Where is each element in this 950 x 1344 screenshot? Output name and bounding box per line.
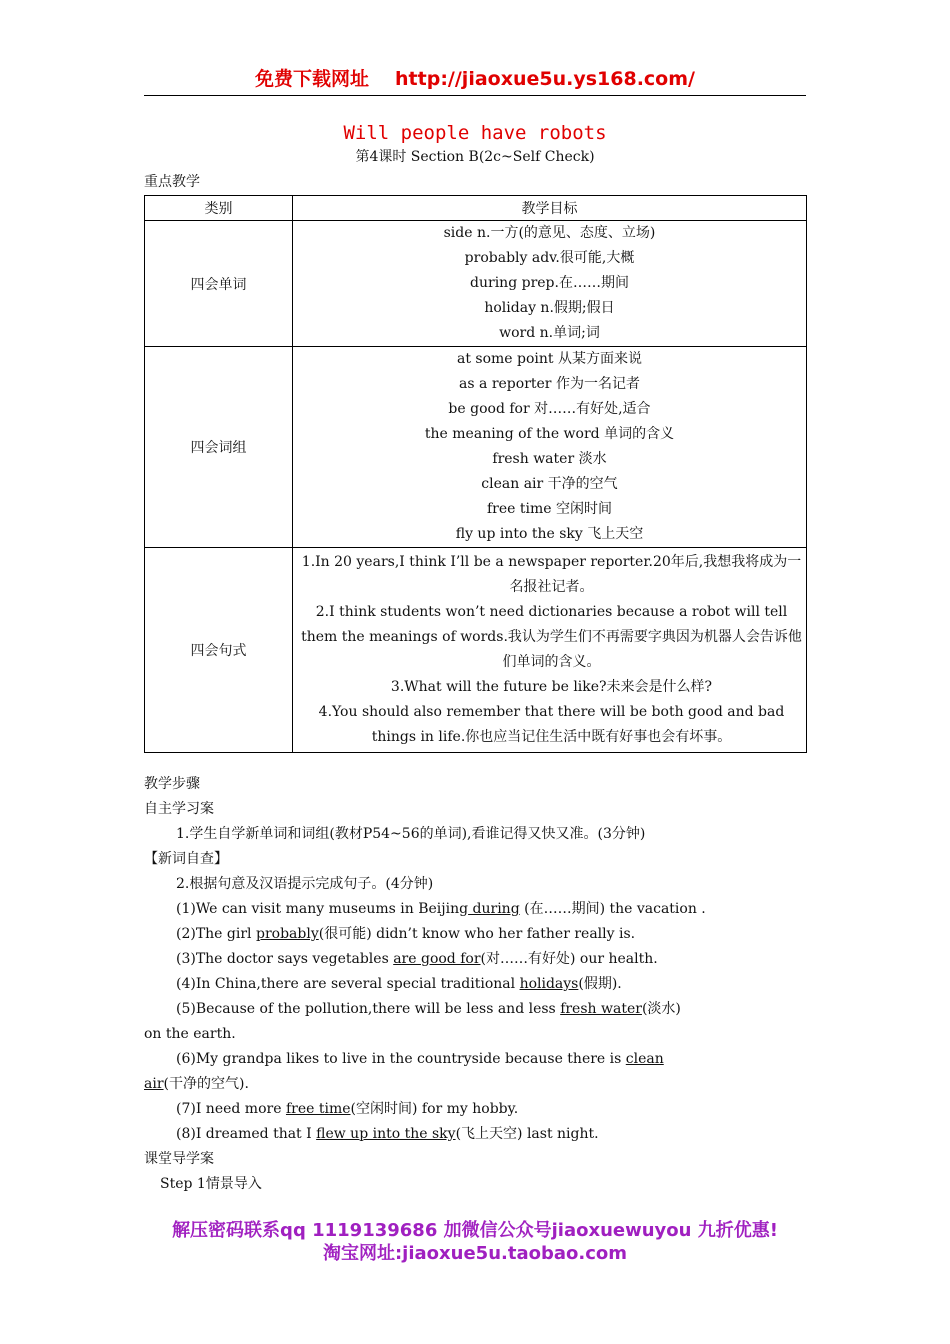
footer-contact: 解压密码联系qq 1119139686 加微信公众号jiaoxuewuyou 九折优惠! (172, 1220, 778, 1241)
row-category: 四会单词 (145, 221, 293, 347)
exercise-item (176, 1097, 518, 1122)
classroom-guide-heading: 课堂导学案 (144, 1151, 214, 1167)
step-1-label: Step 1情景导入 (160, 1176, 262, 1192)
goal-item: fresh water 淡水 (492, 451, 607, 467)
goal-item: side n.一方(的意见、态度、立场) (443, 225, 656, 241)
goal-item: fly up into the sky 飞上天空 (455, 526, 644, 542)
exercise-text: (6)My grandpa likes to live in the countryside because there is (176, 1051, 626, 1067)
lesson-subtitle: 第4课时 Section B(2c~Self Check) (355, 149, 595, 165)
goal-item: the meaning of the word 单词的含义 (424, 426, 675, 442)
key-teaching-heading: 重点教学 (144, 174, 200, 190)
answer-blank: flew up into the sky (316, 1126, 456, 1142)
task-2: 2.根据句意及汉语提示完成句子。(4分钟) (176, 876, 434, 892)
exercise-text: (在……期间) the vacation . (519, 901, 706, 917)
row-category: 四会句式 (145, 548, 293, 753)
goal-item: probably adv.很可能,大概 (464, 250, 635, 266)
answer-blank: free time (285, 1101, 351, 1117)
goal-item: be good for 对……有好处,适合 (448, 401, 651, 417)
exercise-item (176, 997, 681, 1022)
task-1: 1.学生自学新单词和词组(教材P54~56的单词),看谁记得又快又准。(3分钟) (176, 826, 646, 842)
table-row (145, 548, 807, 753)
exercise-text: (飞上天空) last night. (455, 1126, 599, 1142)
exercise-text: (淡水) (641, 1001, 681, 1017)
download-label: 免费下载网址 (255, 68, 370, 90)
column-header-category: 类别 (145, 196, 293, 221)
answer-blank: probably (255, 926, 319, 942)
new-words-check-label: 【新词自查】 (144, 851, 228, 867)
table-header-row (145, 196, 807, 221)
exercise-text: (对……有好处) our health. (480, 951, 658, 967)
exercise-text: (3)The doctor says vegetables (176, 951, 394, 967)
row-goals (293, 347, 807, 548)
header-divider (144, 95, 806, 96)
exercise-item (176, 922, 635, 947)
exercise-item (176, 947, 658, 972)
goal-sentence: 4.You should also remember that there will be both good and bad things in life.你也应当记住生活中既有好事也会有坏事。 (318, 704, 785, 745)
goal-item: during prep.在……期间 (470, 275, 629, 291)
table-row (145, 221, 807, 347)
goal-item: clean air 干净的空气 (481, 476, 618, 492)
exercise-text: (4)In China,there are several special traditional (176, 976, 520, 992)
exercise-item (176, 897, 706, 922)
exercise-text: (干净的空气). (163, 1076, 249, 1092)
goal-item: holiday n.假期;假日 (484, 300, 615, 316)
goal-item: free time 空闲时间 (486, 501, 612, 517)
exercise-continuation: on the earth. (144, 1026, 236, 1042)
goal-item: word n.单词;词 (499, 325, 600, 341)
exercise-continuation (144, 1072, 249, 1097)
exercise-text: (2)The girl (176, 926, 256, 942)
self-study-heading: 自主学习案 (144, 801, 214, 817)
goal-sentence: 1.In 20 years,I think I’ll be a newspaper reporter.20年后,我想我将成为一名报社记者。 (301, 554, 802, 595)
answer-blank: fresh water (560, 1001, 642, 1017)
teaching-steps-heading: 教学步骤 (144, 776, 200, 792)
answer-blank: air (144, 1076, 164, 1092)
exercise-text: (1)We can visit many museums in Beijing (176, 901, 469, 917)
goal-sentence: 3.What will the future be like?未来会是什么样? (390, 679, 713, 695)
footer-shop-link[interactable]: 淘宝网址:jiaoxue5u.taobao.com (322, 1243, 627, 1264)
column-header-goal: 教学目标 (293, 196, 807, 221)
teaching-goals-table (144, 195, 807, 753)
goal-item: as a reporter 作为一名记者 (459, 376, 640, 392)
answer-blank: are good for (393, 951, 481, 967)
lesson-title: Will people have robots (343, 122, 607, 144)
exercise-text: (7)I need more (176, 1101, 286, 1117)
exercise-item (176, 972, 622, 997)
answer-blank: during (468, 901, 520, 917)
exercise-text: (5)Because of the pollution,there will be less and less (176, 1001, 561, 1017)
exercise-text: (假期). (578, 976, 622, 992)
goal-sentence: 2.I think students won’t need dictionaries because a robot will tell them the meanings of words.我认为学生们不再需要字典因为机器人会告诉他们单词的含义。 (301, 604, 802, 670)
table-row (145, 347, 807, 548)
answer-blank: holidays (519, 976, 579, 992)
exercise-text: (空闲时间) for my hobby. (350, 1101, 519, 1117)
exercise-text: (8)I dreamed that I (176, 1126, 317, 1142)
goal-item: at some point 从某方面来说 (456, 351, 642, 367)
row-goals (293, 221, 807, 347)
exercise-item (176, 1122, 599, 1147)
download-header (144, 66, 806, 92)
exercise-item (176, 1047, 664, 1072)
answer-blank: clean (625, 1051, 664, 1067)
download-url-link[interactable]: http://jiaoxue5u.ys168.com/ (395, 68, 695, 90)
row-category: 四会词组 (145, 347, 293, 548)
row-goals (293, 548, 807, 753)
exercise-text: (很可能) didn’t know who her father really is. (318, 926, 636, 942)
